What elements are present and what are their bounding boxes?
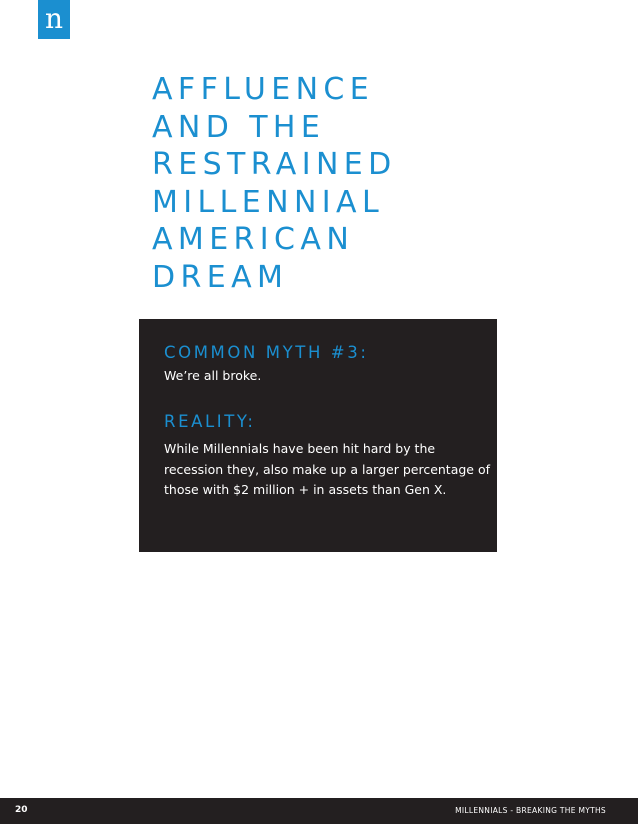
title-line-2: AND THE — [152, 109, 326, 145]
title-line-4: MILLENNIAL — [152, 184, 385, 220]
reality-heading: REALITY: — [164, 412, 256, 431]
title-line-6: DREAM — [152, 259, 289, 295]
title-line-5: AMERICAN — [152, 222, 355, 257]
myth-text: We’re all broke. — [164, 368, 262, 383]
title-line-1: AFFLUENCE — [152, 72, 375, 107]
reality-text: While Millennials have been hit hard by the recession they, also make up a larger percentage of those with $2 million + in assets than Gen X. — [164, 441, 491, 497]
page-title — [152, 71, 397, 296]
footer-title: MILLENNIALS - BREAKING THE MYTHS — [455, 806, 606, 815]
myth-heading: COMMON MYTH #3: — [164, 343, 369, 362]
myth-callout-box — [139, 319, 497, 552]
page-number: 20 — [15, 805, 28, 815]
page-footer — [0, 798, 638, 824]
title-line-3: RESTRAINED — [152, 147, 397, 182]
logo-letter: n — [44, 1, 64, 35]
nielsen-logo — [38, 0, 70, 39]
